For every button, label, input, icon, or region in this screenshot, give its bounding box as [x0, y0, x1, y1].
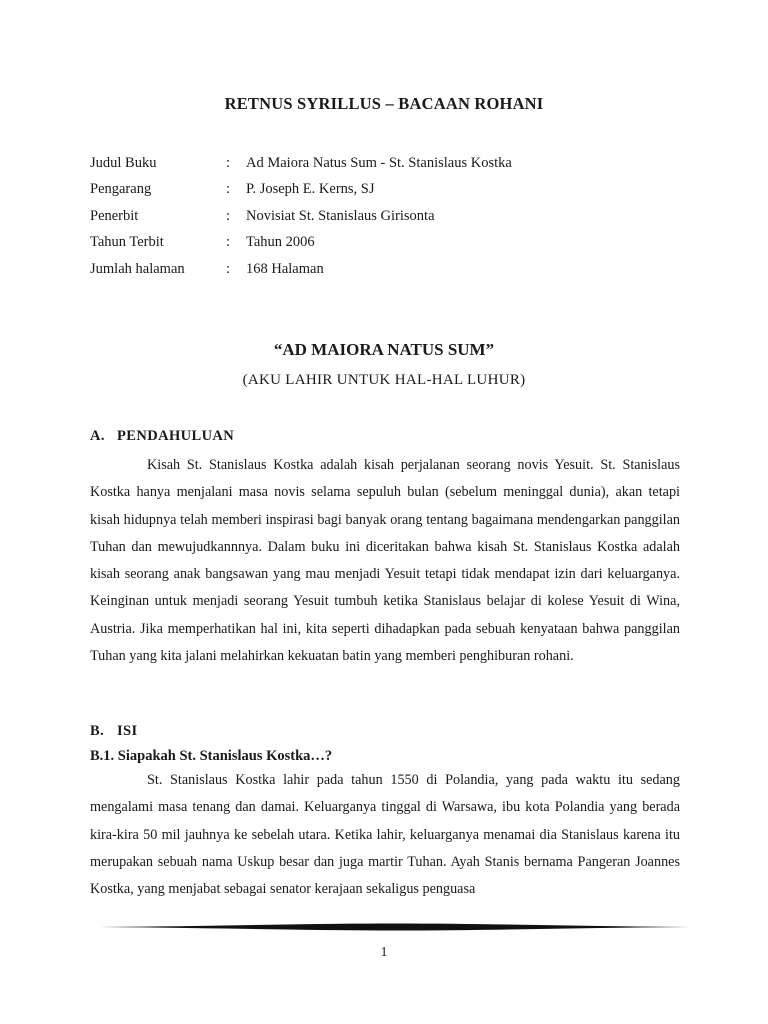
book-info-value: Tahun 2006 — [246, 234, 315, 251]
book-info-row — [90, 203, 512, 230]
book-info-value: Novisiat St. Stanislaus Girisonta — [246, 207, 435, 224]
book-info-row — [90, 150, 512, 177]
book-info-colon: : — [226, 234, 231, 251]
page-number: 1 — [380, 945, 388, 960]
book-info-label: Judul Buku — [90, 154, 157, 171]
book-info-label: Pengarang — [90, 181, 152, 198]
section-title: ISI — [117, 723, 138, 739]
section-heading-isi — [90, 723, 138, 740]
section-number: A. — [90, 428, 105, 444]
book-info-value: 168 Halaman — [246, 260, 324, 277]
document-title: RETNUS SYRILLUS – BACAAN ROHANI — [224, 94, 544, 113]
paragraph-pendahuluan: Kisah St. Stanislaus Kostka adalah kisah perjalanan seorang novis Yesuit. St. Stanislaus Kostka hanya menjalani masa novis selama sepuluh bulan (sebelum meninggal dunia), akan tetapi kisah hidupnya telah memberi inspirasi bagi banyak orang tentang bagaimana mendengarkan panggilan Tuhan dan mewujudkannnya. Dalam buku ini diceritakan bahwa kisah St. Stanislaus Kostka adalah kisah seorang anak bangsawan yang mau menjadi Yesuit tetapi tidak mendapat izin dari keluarganya. Keinginan untuk menjadi seorang Yesuit tumbuh ketika Stanislaus belajar di kolese Yesuit di Wina, Austria. Jika memperhatikan hal ini, kita seperti dihadapkan pada sebuah kenyataan bahwa panggilan Tuhan yang kita jalani melahirkan kekuatan batin yang memberi penghiburan rohani. — [90, 457, 680, 665]
book-info-colon: : — [226, 181, 231, 198]
book-info-row — [90, 230, 512, 257]
book-info-value: P. Joseph E. Kerns, SJ — [246, 181, 375, 198]
book-info-label: Jumlah halaman — [90, 260, 185, 277]
paragraph-siapakah: St. Stanislaus Kostka lahir pada tahun 1550 di Polandia, yang pada waktu itu sedang mengalami masa tenang dan damai. Keluarganya tinggal di Warsawa, ibu kota Polandia yang berada kira-kira 50 mil jauhnya ke sebelah utara. Ketika lahir, keluarganya menamai dia Stanislaus karena itu merupakan sebuah nama Uskup besar dan juga martir Tuhan. Ayah Stanis bernama Pangeran Joannes Kostka, yang menjabat sebagai senator kerajaan sekaligus penguasa — [90, 772, 680, 898]
subsection-heading: B.1. Siapakah St. Stanislaus Kostka…? — [90, 748, 333, 764]
book-info-row — [90, 256, 512, 283]
book-info-colon: : — [226, 154, 231, 171]
book-subheading: (AKU LAHIR UNTUK HAL-HAL LUHUR) — [242, 372, 526, 388]
section-heading-pendahuluan — [90, 428, 234, 445]
book-info-value: Ad Maiora Natus Sum - St. Stanislaus Kostka — [246, 154, 512, 171]
book-info-colon: : — [226, 207, 231, 224]
book-info-label: Penerbit — [90, 207, 139, 224]
book-info-row — [90, 177, 512, 204]
footer-rule — [100, 920, 690, 934]
book-info-label: Tahun Terbit — [90, 234, 164, 251]
book-info — [90, 150, 512, 283]
section-title: PENDAHULUAN — [117, 428, 235, 444]
book-info-colon: : — [226, 260, 231, 277]
book-heading: “AD MAIORA NATUS SUM” — [273, 340, 495, 359]
section-number: B. — [90, 723, 105, 739]
